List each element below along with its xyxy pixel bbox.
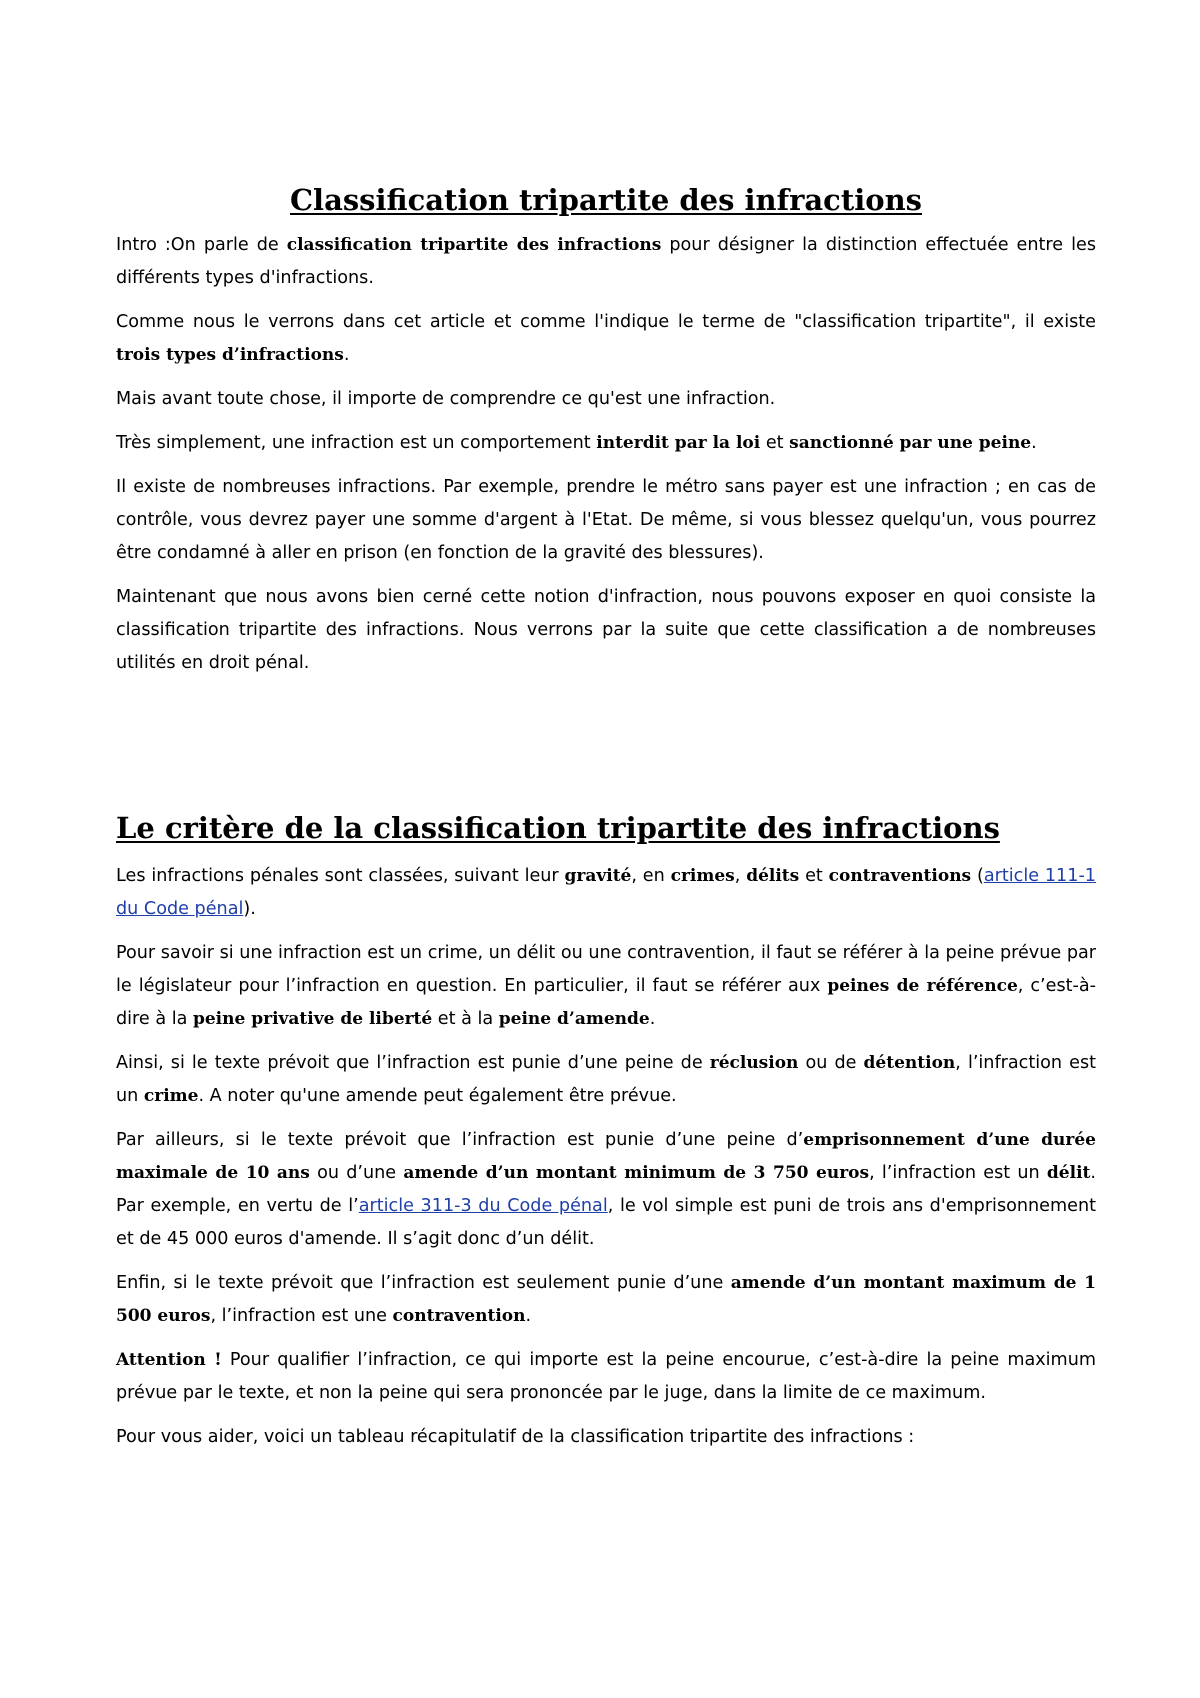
section-paragraph-6: Attention ! Pour qualifier l’infraction, ce qui importe est la peine encourue, c’est-à-dire la peine maximum prévue par le texte, et non la peine qui sera prononcée par le juge, dans la limite de ce maximum. [116,1350,1096,1403]
section-paragraph-1: Les infractions pénales sont classées, suivant leur gravité, en crimes, délits et contraventions (article 111-1 du Code pénal). [116,866,1096,919]
intro-block [116,229,1096,680]
section-paragraph-3: Ainsi, si le texte prévoit que l’infraction est punie d’une peine de réclusion ou de détention, l’infraction est un crime. A noter qu'une amende peut également être prévue. [116,1053,1097,1106]
intro-paragraph-4: Très simplement, une infraction est un comportement interdit par la loi et sanctionné par une peine. [116,433,1037,453]
section-paragraph-7: Pour vous aider, voici un tableau récapitulatif de la classification tripartite des infractions : [116,1427,915,1447]
intro-paragraph-1: Intro :On parle de classification tripartite des infractions pour désigner la distinction effectuée entre les différents types d'infractions. [116,235,1096,288]
section-block [116,860,1096,1454]
intro-paragraph-2: Comme nous le verrons dans cet article et comme l'indique le terme de "classification tripartite", il existe trois types d’infractions. [116,312,1096,365]
section-paragraph-2: Pour savoir si une infraction est un crime, un délit ou une contravention, il faut se référer à la peine prévue par le législateur pour l’infraction en question. En particulier, il faut se référer aux peines de référence, c’est-à-dire à la peine privative de liberté et à la peine d’amende. [116,943,1096,1029]
intro-paragraph-5: Il existe de nombreuses infractions. Par exemple, prendre le métro sans payer est une infraction ; en cas de contrôle, vous devrez payer une somme d'argent à l'Etat. De même, si vous blessez quelqu'un, vous pourrez être condamné à aller en prison (en fonction de la gravité des blessures). [116,477,1096,563]
section-title: Le critère de la classification tripartite des infractions [116,811,1000,845]
section-paragraph-4: Par ailleurs, si le texte prévoit que l’infraction est punie d’une peine d’emprisonnement d’une durée maximale de 10 ans ou d’une amende d’un montant minimum de 3 750 euros, l’infraction est un délit. Par exemple, en vertu de l’article 311-3 du Code pénal, le vol simple est puni de trois ans d'emprisonnement et de 45 000 euros d'amende. Il s’agit donc d’un délit. [116,1130,1097,1249]
section-paragraph-5: Enfin, si le texte prévoit que l’infraction est seulement punie d’une amende d’un montant maximum de 1 500 euros, l’infraction est une contravention. [116,1273,1096,1326]
intro-paragraph-3: Mais avant toute chose, il importe de comprendre ce qu'est une infraction. [116,389,776,409]
article-111-1-link[interactable]: article 111-1 du Code pénal [116,866,1096,919]
intro-paragraph-6: Maintenant que nous avons bien cerné cette notion d'infraction, nous pouvons exposer en quoi consiste la classification tripartite des infractions. Nous verrons par la suite que cette classification a de nombreuses utilités en droit pénal. [116,587,1096,673]
article-311-3-link[interactable]: article 311-3 du Code pénal [358,1196,608,1216]
document-title: Classification tripartite des infractions [289,183,923,217]
